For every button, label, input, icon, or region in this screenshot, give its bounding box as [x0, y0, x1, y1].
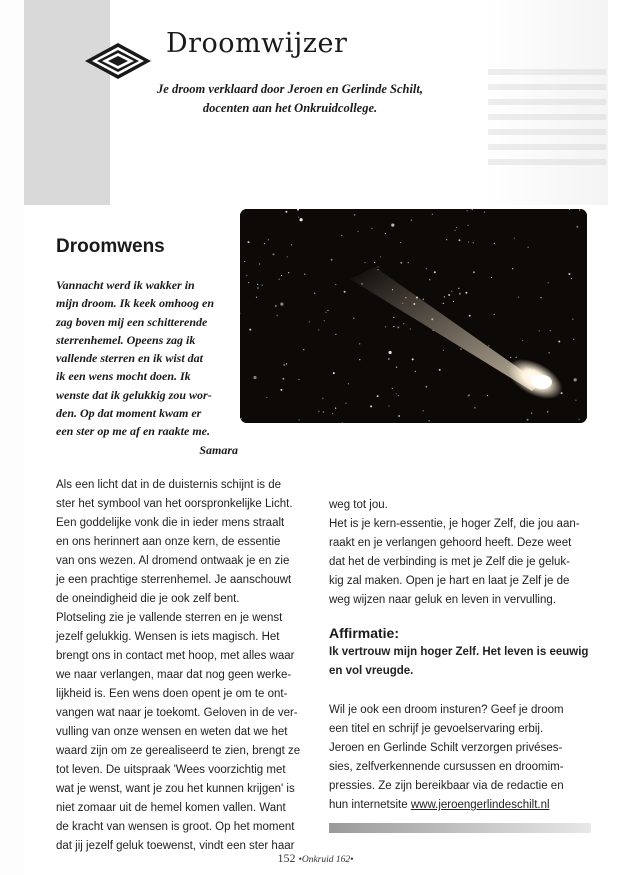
- star: [298, 379, 299, 380]
- star: [460, 349, 461, 350]
- article-line: vangen wat naar je toekomt. Geloven in de ver-: [56, 707, 298, 719]
- star: [393, 317, 394, 318]
- star: [396, 367, 397, 368]
- star: [262, 285, 263, 286]
- star: [256, 297, 257, 298]
- dream-story: [56, 276, 238, 459]
- story-line: ik een wens mocht doen. Ik: [56, 369, 191, 384]
- star: [275, 305, 277, 307]
- star: [309, 321, 310, 322]
- article-line: ster het symbool van het oorspronkelijke Licht.: [56, 498, 293, 510]
- article-line: de oneindigheid die je ook zelf bent.: [56, 593, 240, 605]
- star: [568, 273, 570, 275]
- star: [303, 349, 304, 350]
- star: [574, 378, 577, 381]
- article-line: dat het de verbinding is met je Zelf die je geluk-: [329, 556, 570, 568]
- star: [453, 301, 454, 302]
- star: [318, 329, 319, 330]
- article-line: we naar verlangen, maar dat nog geen werke-: [56, 669, 292, 681]
- star: [549, 352, 550, 353]
- star: [444, 296, 445, 297]
- closing-line: sies, zelfverkennende cursussen en droomim-: [329, 761, 564, 773]
- star: [280, 389, 282, 391]
- star: [469, 315, 471, 317]
- article-line: raakt en je verlangen gehoord heeft. Deze weet: [329, 537, 572, 549]
- star: [378, 266, 379, 267]
- star: [468, 241, 469, 242]
- star: [469, 395, 470, 396]
- star: [491, 277, 492, 278]
- star: [578, 419, 579, 420]
- star: [259, 263, 260, 264]
- star: [285, 211, 287, 213]
- star: [415, 371, 416, 372]
- star: [575, 400, 576, 401]
- star: [412, 358, 414, 360]
- diamond-eye-icon: [84, 42, 152, 80]
- star: [286, 363, 287, 364]
- article-line: brengt ons in contact met hoop, met alles waar: [56, 650, 295, 662]
- star: [388, 405, 389, 406]
- star: [540, 297, 541, 298]
- star: [548, 282, 549, 283]
- star: [268, 239, 269, 240]
- star: [487, 395, 488, 396]
- article-line: kig zal maken. Open je hart en laat je Zelf je de: [329, 575, 570, 587]
- article-line: Als een licht dat in de duisternis schijnt is de: [56, 479, 282, 491]
- star: [522, 340, 523, 341]
- star: [456, 227, 457, 228]
- star: [494, 243, 495, 244]
- page-footer: [0, 851, 631, 866]
- article-line: weg tot jou.: [329, 499, 388, 511]
- star: [298, 216, 299, 217]
- star: [388, 358, 390, 360]
- star: [331, 259, 333, 261]
- star: [391, 224, 394, 227]
- header-gray-block: [24, 0, 110, 205]
- star: [348, 383, 349, 384]
- star: [468, 225, 469, 226]
- page-number: 152: [277, 851, 296, 865]
- star: [429, 279, 430, 280]
- article-line: tot leven. De uitspraak 'Wees voorzichtig met: [56, 764, 286, 776]
- star: [426, 268, 427, 269]
- star: [333, 372, 335, 374]
- article-column-right: [329, 496, 591, 815]
- comet-photo: [240, 209, 587, 423]
- star: [322, 398, 323, 399]
- star: [518, 297, 519, 298]
- star: [344, 291, 346, 293]
- star: [514, 238, 515, 239]
- star: [512, 268, 513, 269]
- article-line: Plotseling zie je vallende sterren en je wenst: [56, 612, 283, 624]
- subtitle-line: Je droom verklaard door Jeroen en Gerlinde Schilt,: [157, 82, 423, 96]
- article-line: jezelf gelukkig. Wensen is iets magisch. Het: [56, 631, 280, 643]
- article-line: van ons wezen. Al dromend ontwaak je en zie: [56, 555, 290, 567]
- star: [273, 253, 275, 255]
- star: [345, 403, 346, 404]
- article-line: de kracht van wensen is groot. Op het moment: [56, 821, 295, 833]
- star: [341, 235, 342, 236]
- star: [398, 395, 399, 396]
- star: [253, 376, 256, 379]
- star: [443, 303, 444, 304]
- magazine-name: •Onkruid 162•: [298, 855, 354, 865]
- star: [327, 310, 328, 311]
- page-title: Droomwijzer: [166, 28, 348, 59]
- star: [459, 293, 461, 295]
- star: [465, 292, 467, 294]
- closing-line: Wil je ook een droom insturen? Geef je droom: [329, 704, 564, 716]
- star: [281, 275, 282, 276]
- story-heading: Droomwens: [56, 236, 165, 257]
- article-line: en ons herinnert aan onze kern, de essentie: [56, 536, 281, 548]
- article-line: Het is je kern-essentie, je hoger Zelf, die jou aan-: [329, 518, 580, 530]
- story-line: mijn droom. Ik keek omhoog en: [56, 296, 215, 311]
- star: [572, 319, 573, 320]
- star: [432, 214, 433, 215]
- article-line: niet zomaar uit de hemel komen vallen. Want: [56, 802, 286, 814]
- star: [397, 326, 399, 328]
- star: [248, 282, 249, 283]
- website-link[interactable]: www.jeroengerlindeschilt.nl: [410, 799, 550, 811]
- story-line: zag boven mij een schitterende: [56, 314, 208, 329]
- star: [241, 418, 242, 419]
- story-line: den. Op dat moment kwam er: [56, 406, 202, 421]
- star: [288, 272, 289, 273]
- star: [287, 256, 288, 257]
- star: [332, 413, 333, 414]
- star: [266, 397, 267, 398]
- star: [439, 369, 441, 371]
- star: [248, 241, 250, 243]
- star: [539, 330, 540, 331]
- paragraph-gap: [329, 681, 591, 701]
- star: [300, 218, 303, 221]
- star: [472, 209, 473, 210]
- star: [264, 243, 265, 244]
- star: [488, 345, 489, 346]
- star: [246, 275, 247, 276]
- star: [423, 410, 424, 411]
- star: [359, 359, 360, 360]
- star: [385, 233, 386, 234]
- star: [291, 244, 292, 245]
- closing-line: Jeroen en Gerlinde Schilt verzorgen privéses-: [329, 742, 563, 754]
- star: [403, 323, 404, 324]
- star: [335, 334, 336, 335]
- story-signature: Samara: [199, 442, 238, 457]
- star: [323, 411, 324, 412]
- star: [371, 228, 372, 229]
- story-line: vallende sterren en ik wist dat: [56, 351, 203, 366]
- star: [299, 419, 300, 420]
- star: [324, 320, 325, 321]
- star: [335, 408, 336, 409]
- star: [335, 284, 336, 285]
- star: [393, 326, 394, 327]
- star: [318, 411, 319, 412]
- star: [389, 351, 392, 354]
- star: [474, 407, 475, 408]
- star: [357, 231, 358, 232]
- page-margin: [0, 0, 24, 875]
- affirmation-line: Ik vertrouw mijn hoger Zelf. Het leven is eeuwig: [329, 646, 589, 658]
- article-line: je een prachtige sterrenhemel. Je aanschouwt: [56, 574, 292, 586]
- star: [425, 386, 427, 388]
- star: [359, 343, 360, 344]
- star: [377, 395, 379, 397]
- star: [354, 214, 355, 215]
- story-line: een ster op me af en raakte me.: [56, 424, 210, 439]
- star: [370, 405, 372, 407]
- page-subtitle: [130, 80, 450, 118]
- article-line: Een goddelijke vonk die in ieder mens straalt: [56, 517, 285, 529]
- star: [434, 271, 436, 273]
- star: [400, 242, 401, 243]
- star: [516, 357, 517, 358]
- star: [380, 256, 381, 257]
- star: [408, 262, 409, 263]
- star: [467, 210, 468, 211]
- star: [277, 315, 278, 316]
- star: [531, 413, 532, 414]
- star: [314, 293, 315, 294]
- story-line: sterrenhemel. Opeens zag ik: [56, 332, 196, 347]
- article-line: weg wijzen naar geluk en leven in vervulling.: [329, 594, 556, 606]
- star: [527, 419, 529, 421]
- star: [244, 261, 245, 262]
- bleed-through-text: [488, 60, 606, 170]
- story-line: wenste dat ik gelukkig zou wor-: [56, 387, 212, 402]
- affirmation-line: en vol vreugde.: [329, 665, 414, 677]
- star: [396, 393, 397, 394]
- star: [484, 212, 485, 213]
- star: [325, 312, 326, 313]
- closing-prefix: hun internetsite: [329, 799, 411, 811]
- star: [547, 411, 548, 412]
- closing-line: een titel en schrijf je gevoelservaring erbij.: [329, 723, 544, 735]
- star: [374, 262, 375, 263]
- article-column-left: [56, 476, 314, 856]
- star: [579, 210, 580, 211]
- article-line: dat jij jezelf geluk toewenst, vindt een ster haar: [56, 840, 295, 852]
- affirmation-heading: Affirmatie:: [329, 625, 400, 641]
- star: [473, 271, 475, 273]
- closing-line: pressies. Ze zijn bereikbaar via de redactie en: [329, 780, 564, 792]
- star: [257, 287, 258, 288]
- article-line: vulling van onze wensen en weten dat we het: [56, 726, 288, 738]
- star: [510, 357, 511, 358]
- star: [454, 230, 455, 231]
- subtitle-line: docenten aan het Onkruidcollege.: [202, 101, 378, 115]
- star: [550, 330, 551, 331]
- star: [528, 247, 529, 248]
- star: [459, 239, 461, 241]
- star: [385, 326, 386, 327]
- star: [573, 339, 574, 340]
- star: [282, 378, 284, 380]
- star: [279, 279, 280, 280]
- star: [448, 294, 450, 296]
- star: [304, 274, 305, 275]
- star: [283, 364, 285, 366]
- star: [410, 328, 411, 329]
- star: [392, 388, 393, 389]
- star: [429, 420, 430, 421]
- article-line: waard zijn om ze gerealiseerd te zien, brengt ze: [56, 745, 301, 757]
- star: [257, 284, 258, 285]
- article-line: lijkheid is. Een wens doen opent je om te ont-: [56, 688, 288, 700]
- story-line: Vannacht werd ik wakker in: [56, 278, 195, 292]
- star: [249, 329, 251, 331]
- star: [446, 239, 447, 240]
- star: [494, 314, 495, 315]
- star: [400, 262, 402, 264]
- star: [398, 415, 400, 417]
- star: [280, 303, 283, 306]
- star: [473, 242, 474, 243]
- star: [458, 288, 459, 289]
- star: [411, 220, 412, 221]
- closing-line-website: [329, 796, 591, 815]
- star: [364, 262, 365, 263]
- star: [571, 278, 572, 279]
- star: [451, 291, 452, 292]
- star: [468, 395, 469, 396]
- star: [576, 226, 578, 228]
- star: [443, 350, 444, 351]
- article-line: wat je wenst, want je zou het kunnen krijgen' is: [56, 783, 295, 795]
- footer-bar: [329, 823, 591, 833]
- star: [353, 318, 354, 319]
- star: [558, 341, 560, 343]
- star: [423, 299, 424, 300]
